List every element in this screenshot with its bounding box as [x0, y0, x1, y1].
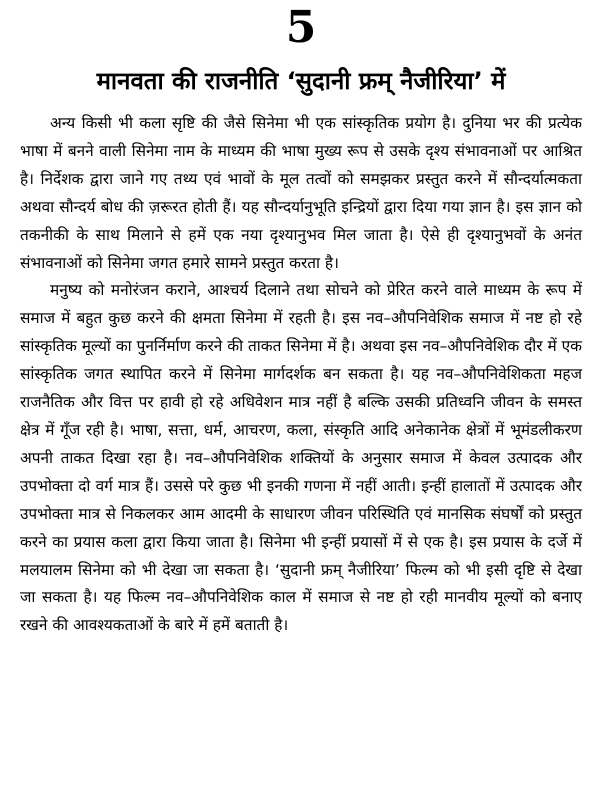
chapter-title: मानवता की राजनीति ‘सुदानी फ्रम् नैजीरिया’ में — [96, 67, 506, 95]
chapter-body — [20, 110, 582, 640]
paragraph-2: मनुष्य को मनोरंजन कराने, आश्चर्य दिलाने तथा सोचने को प्रेरित करने वाले माध्यम के रूप में समाज में बहुत कुछ करने की क्षमता सिनेमा में रहती है। इस नव–औपनिवेशिक समाज में नष्ट हो रहे सांस्कृतिक मूल्यों का पुनर्निर्माण करने की ताकत सिनेमा में है। अथवा इस नव–औपनिवेशिक दौर में एक सांस्कृतिक जगत स्थापित करने में सिनेमा मार्गदर्शक बन सकता है। यह नव–औपनिवेशिकता महज राजनैतिक और वित्त पर हावी हो रहे अधिवेशन मात्र नहीं है बल्कि उसकी प्रतिध्वनि जीवन के समस्त क्षेत्र में गूँज रही है। भाषा, सत्ता, धर्म, आचरण, कला, संस्कृति आदि अनेकानेक क्षेत्रों में भूमंडलीकरण अपनी ताकत दिखा रहा है। नव–औपनिवेशिक शक्तियों के अनुसार समाज में केवल उत्पादक और उपभोक्ता दो वर्ग मात्र हैं। उससे परे कुछ भी इनकी गणना में नहीं आती। इन्हीं हालातों में उत्पादक और उपभोक्ता मात्र से निकलकर आम आदमी के साधारण जीवन परिस्थिति एवं मानसिक संघर्षों को प्रस्तुत करने का प्रयास कला द्वारा किया जाता है। सिनेमा भी इन्हीं प्रयासों में से एक है। इस प्रयास के दर्जे में मलयालम सिनेमा को भी देखा जा सकता है। ‘सुदानी फ्रम् नैजीरिया’ फिल्म को भी इसी दृष्टि से देखा जा सकता है। यह फिल्म नव–औपनिवेशिक काल में समाज से नष्ट हो रही मानवीय मूल्यों को बनाए रखने की आवश्यकताओं के बारे में हमें बताती है। — [20, 281, 582, 635]
paragraph-1: अन्य किसी भी कला सृष्टि की जैसे सिनेमा भी एक सांस्कृतिक प्रयोग है। दुनिया भर की प्रत्येक भाषा में बनने वाली सिनेमा नाम के माध्यम की भाषा मुख्य रूप से उसके दृश्य संभावनाओं पर आश्रित है। निर्देशक द्वारा जाने गए तथ्य एवं भावों के मूल तत्वों को समझकर प्रस्तुत करने में सौन्दर्यात्मकता अथवा सौन्दर्य बोध की ज़रूरत होती हैं। यह सौन्दर्यानुभूति इन्द्रियों द्वारा दिया गया ज्ञान है। इस ज्ञान को तकनीकी के साथ मिलाने से हमें एक नया दृश्यानुभव मिल जाता है। ऐसे ही दृश्यानुभवों के अनंत संभावनाओं को सिनेमा जगत हमारे सामने प्रस्तुत करता है। — [20, 114, 582, 272]
chapter-number: 5 — [285, 2, 317, 53]
